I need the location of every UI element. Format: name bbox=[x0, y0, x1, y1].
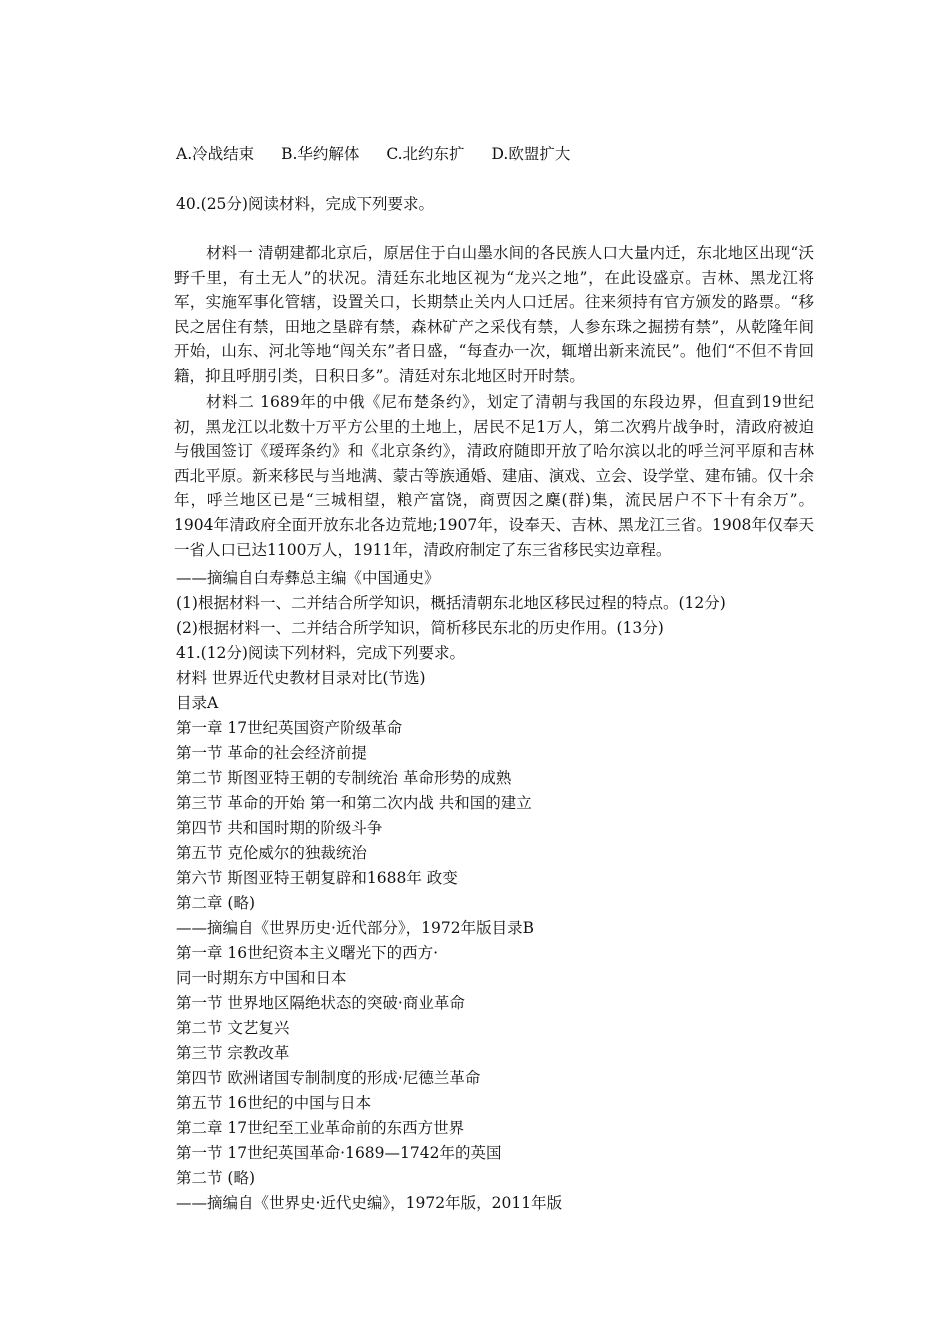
q41-title: 41.(12分)阅读下列材料，完成下列要求。 bbox=[176, 644, 465, 662]
toc-line: 第四节 欧洲诸国专制制度的形成·尼德兰革命 bbox=[176, 1069, 481, 1087]
q40-material-1: 材料一 清朝建都北京后，原居住于白山墨水间的各民族人口大量内迁，东北地区出现“沃野千里，有土无人”的状况。清廷东北地区视为“龙兴之地”，在此设盛京。吉林、黑龙江将军，实施军事化管辖，设置关口，长期禁止关内人口迁居。往来须持有官方颁发的路票。“移民之居住有禁，田地之垦辟有禁，森林矿产之采伐有禁，人参东珠之掘捞有禁”，从乾隆年间开始，山东、河北等地“闯关东”者日盛，“每查办一次，辄增出新来流民”。他们“不但不肯回籍，抑且呼朋引类，日积日多”。清廷对东北地区时开时禁。 bbox=[174, 244, 814, 385]
toc-line: 第五节 克伦威尔的独裁统治 bbox=[176, 844, 367, 862]
q40-subquestion-1: (1)根据材料一、二并结合所学知识，概括清朝东北地区移民过程的特点。(12分) bbox=[176, 594, 726, 612]
toc-line: 第二节 斯图亚特王朝的专制统治 革命形势的成熟 bbox=[176, 769, 512, 787]
toc-line: 第二章 (略) bbox=[176, 894, 256, 912]
toc-source-b: ——摘编自《世界史·近代史编》，1972年版，2011年版 bbox=[176, 1194, 563, 1212]
toc-line: 第一章 17世纪英国资产阶级革命 bbox=[176, 719, 403, 737]
option-c: C.北约东扩 bbox=[386, 145, 465, 163]
toc-line: 第四节 共和国时期的阶级斗争 bbox=[176, 819, 383, 837]
option-d: D.欧盟扩大 bbox=[491, 145, 571, 163]
toc-a-heading: 目录A bbox=[176, 694, 219, 712]
toc-source-a: ——摘编自《世界历史·近代部分》，1972年版目录B bbox=[176, 919, 535, 937]
toc-line: 第一节 世界地区隔绝状态的突破·商业革命 bbox=[176, 994, 465, 1012]
q39-options bbox=[176, 142, 592, 166]
q40-source: ——摘编自白寿彝总主编《中国通史》 bbox=[176, 569, 440, 587]
toc-line: 第六节 斯图亚特王朝复辟和1688年 政变 bbox=[176, 869, 458, 887]
q40-subquestion-2: (2)根据材料一、二并结合所学知识，简析移民东北的历史作用。(13分) bbox=[176, 619, 664, 637]
toc-line: 第三节 革命的开始 第一和第二次内战 共和国的建立 bbox=[176, 794, 532, 812]
toc-line: 第五节 16世纪的中国与日本 bbox=[176, 1094, 372, 1112]
toc-line: 第二章 17世纪至工业革命前的东西方世界 bbox=[176, 1119, 465, 1137]
toc-line: 第三节 宗教改革 bbox=[176, 1044, 290, 1062]
toc-line: 第一章 16世纪资本主义曙光下的西方· bbox=[176, 944, 439, 962]
toc-line: 第二节 (略) bbox=[176, 1169, 256, 1187]
toc-line: 第一节 革命的社会经济前提 bbox=[176, 744, 367, 762]
toc-line: 第二节 文艺复兴 bbox=[176, 1019, 290, 1037]
q40-material-2: 材料二 1689年的中俄《尼布楚条约》，划定了清朝与我国的东段边界，但直到19世纪初，黑龙江以北数十万平方公里的土地上，居民不足1万人，第二次鸦片战争时，清政府被迫与俄国签订《瑷珲条约》和《北京条约》，清政府随即开放了哈尔滨以北的呼兰河平原和吉林西北平原。新来移民与当地满、蒙古等族通婚、建庙、演戏、立会、设学堂、建布铺。仅十余年，呼兰地区已是“三城相望，粮产富饶，商贾因之麇(群)集，流民居户不下十有余万”。1904年清政府全面开放东北各边荒地;1907年，设奉天、吉林、黑龙江三省。1908年仅奉天一省人口已达1100万人，1911年，清政府制定了东三省移民实边章程。 bbox=[174, 393, 814, 559]
q40-title: 40.(25分)阅读材料，完成下列要求。 bbox=[176, 195, 434, 213]
option-b: B.华约解体 bbox=[281, 145, 360, 163]
toc-line: 第一节 17世纪英国革命·1689—1742年的英国 bbox=[176, 1144, 502, 1162]
q41-material-title: 材料 世界近代史教材目录对比(节选) bbox=[176, 669, 426, 687]
toc-line: 同一时期东方中国和日本 bbox=[176, 969, 347, 987]
option-a: A.冷战结束 bbox=[176, 145, 255, 163]
